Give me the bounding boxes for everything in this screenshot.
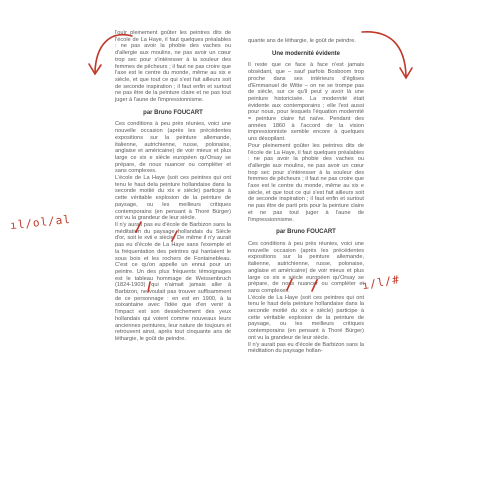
right-paragraph-4: L'école de La Haye (soit ces peintres qui ont tenu le haut dela peinture hollandaise dans la seconde moitié du xix e siècle) participe à cette véritable explosion de la peinture de paysage, ou les meilleurs critiques contemporains (en pensant à Thoré Bürger) ont vu la grandeur de leur siècle. xyxy=(248,294,364,341)
right-paragraph-3: Ces conditions à peu près réunies, voici une nouvelle occasion (après les précédentes expositions sur la peinture allemande, italienne, autrichienne, russe, polonaise, anglaise et américaine) de voir mieux et plus large ce xix e siècle européen qu'Orsay se prépare, de nous nuancer ou compléter et sans complexes. xyxy=(248,240,364,294)
right-paragraph-5: Il n'y aurait pas eu d'école de Barbizon sans la méditation du paysage hollan- xyxy=(248,341,364,355)
left-margin-note: ıl/ol/al xyxy=(9,212,72,233)
right-arrowhead-icon xyxy=(400,68,412,78)
right-text-column xyxy=(248,38,364,355)
left-arrowhead-icon xyxy=(89,64,101,74)
right-section-heading: Une modernité évidente xyxy=(271,50,340,57)
left-paragraph-2: Ces conditions à peu près réunies, voici une nouvelle occasion (après les précédentes expositions sur la peinture allemande, italienne, autrichienne, russe, polonaise, anglaise et américaine) de voir mieux et plus large ce xix e siècle européen qu'Orsay se prépare, de nous nuancer ou compléter et sans complexes. xyxy=(115,121,231,175)
right-continuation: quante ans de léthargie, le goût de peindre. xyxy=(248,38,356,44)
left-paragraph-4: Il n'y aurait pas eu d'école de Barbizon sans la méditation du paysage hollandais du Siècle d'or, soit le xvii e siècle. De même il n'y aurait pas eu d'école de La Haye sans l'exemple et la fréquentation des peintres qui hantaient le sous bois et les rochers de Fontainebleau. C'est ce qu'on appelle un ennui pour un peintre. Un des plus fréquents témoignages est le tableau hommage de Weissenbruch (1824-1903) qui n'aimait jamais aller à Barbizon, ne voulait pas trouver suffisamment de ce personnage : en est en 1900, à la soixantaine avec l'idée que d'en venir à l'impact est son dessèchement des yeux hollandais qui voient comme nouveaux leurs anciennes peintures, leur nature de toujours et retrouvent ainsi, après tout cinquante ans de léthargie, le goût de peindre. xyxy=(115,221,231,342)
left-paragraph-1: l'ouïr pleinement goûter les peintres dits de l'école de La Haye, il faut quelques préalables : ne pas avoir la phobie des vaches ou d'allergie aux moulins, ne pas avoir un cœur trop sec pour s'intéresser à la souleur des femmes de pêcheurs ; il faut ne pas croire que l'axe est le centre du monde, même au xix e siècle, et que tout ce qui s'est fait ailleurs soit de seconde inspiration ; il faut enfin et surtout ne pas être de la peinture claire et ne pas tout juger à l'aune de l'impressionnisme. xyxy=(115,30,231,104)
right-curved-arrow-icon xyxy=(362,32,406,76)
right-paragraph-1: Il reste que ce face à face n'est jamais obsédant, que – sauf parfois Bosboom trop proche dans ses intérieurs d'églises d'Emmanuel de Witte – on ne se trompe pas de siècle, sur ce qu'il peut y avoir là une peinture historicisée. La modernité était évidente aux contemporains ; elle l'est aussi pour nous, pour lesquels l'équation modernité = peinture claire fut naïve. Pendant des années 1860 à l'accord de la vision impressionniste semble encore à quelques uns désopilant. xyxy=(248,62,364,143)
left-byline: par Bruno FOUCART xyxy=(143,109,203,116)
right-margin-note: ı/l/# xyxy=(361,272,401,293)
right-paragraph-2: Pour pleinement goûter les peintres dits de l'école de La Haye, il faut quelques préalables : ne pas avoir la phobie des vaches ou d'allergie aux moulins, ne pas avoir un cœur trop sec pour s'intéresser à la souleur des femmes de pêcheurs ; il faut ne pas croire que l'axe est le centre du monde, même au xix e siècle, et que tout ce qui s'est fait ailleurs soit de seconde inspiration ; il faut enfin et surtout ne pas être de parti pris pour la peinture claire et ne pas tout juger à l'aune de l'impressionnisme. xyxy=(248,142,364,223)
left-paragraph-3: L'école de La Haye (soit ces peintres qui ont tenu le haut dela peinture hollandaise dans la seconde moitié du xix e siècle) participe à cette véritable explosion de la peinture de paysage, ou les meilleurs critiques contemporains (en pensant à Thoré Bürger) ont vu la grandeur de leur siècle. xyxy=(115,175,231,222)
left-text-column xyxy=(115,30,231,343)
right-byline: par Bruno FOUCART xyxy=(276,229,336,236)
